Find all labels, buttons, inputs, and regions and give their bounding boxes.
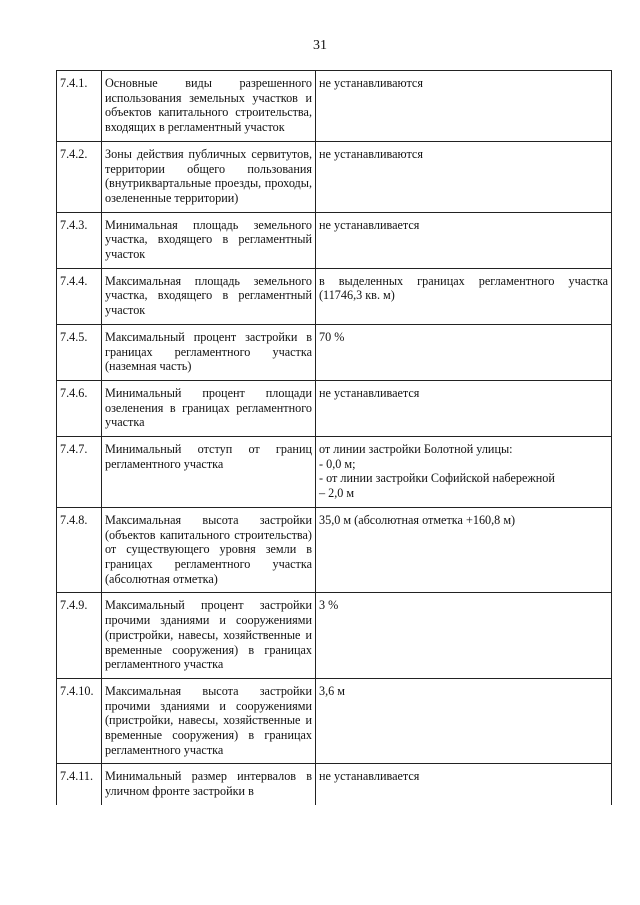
value-line: в выделенных границах регламентного участка (11746,3 кв. м) (319, 273, 608, 303)
table-row (57, 324, 612, 380)
item-number: 7.4.5. (57, 324, 102, 380)
item-number: 7.4.7. (57, 437, 102, 508)
item-number: 7.4.2. (57, 141, 102, 212)
parameter-value (316, 141, 612, 212)
parameter-name: Максимальная высота застройки (объектов капитального строительства) от существующего уровня земли в границах регламентного участка (абсолютная отметка) (102, 507, 316, 593)
parameter-value (316, 437, 612, 508)
parameter-value (316, 212, 612, 268)
item-number: 7.4.9. (57, 593, 102, 679)
table-row (57, 764, 612, 806)
table-row (57, 71, 612, 142)
item-number: 7.4.10. (57, 678, 102, 764)
table-row (57, 141, 612, 212)
parameter-value (316, 678, 612, 764)
item-number: 7.4.8. (57, 507, 102, 593)
item-number: 7.4.3. (57, 212, 102, 268)
parameter-name: Максимальный процент застройки прочими зданиями и сооружениями (пристройки, навесы, хозяйственные и временные сооружения) в границах регламентного участка (102, 593, 316, 679)
table-row (57, 212, 612, 268)
value-line: не устанавливаются (319, 146, 423, 161)
parameter-name: Минимальная площадь земельного участка, входящего в регламентный участок (102, 212, 316, 268)
parameter-name: Минимальный процент площади озеленения в границах регламентного участка (102, 380, 316, 436)
table-row (57, 507, 612, 593)
table-row (57, 437, 612, 508)
parameter-name: Максимальный процент застройки в границах регламентного участка (наземная часть) (102, 324, 316, 380)
value-line: 3,6 м (319, 683, 345, 698)
parameter-value (316, 71, 612, 142)
value-line: не устанавливается (319, 385, 420, 400)
regulation-table (56, 70, 612, 805)
parameter-name: Зоны действия публичных сервитутов, территории общего пользования (внутриквартальные проезды, проходы, озелененные территории) (102, 141, 316, 212)
table-row (57, 268, 612, 324)
item-number: 7.4.1. (57, 71, 102, 142)
item-number: 7.4.6. (57, 380, 102, 436)
value-line: - от линии застройки Софийской набережной (319, 471, 555, 486)
value-line: 70 % (319, 329, 345, 344)
parameter-value (316, 764, 612, 806)
table-row (57, 380, 612, 436)
table-row (57, 678, 612, 764)
value-line: от линии застройки Болотной улицы: (319, 442, 513, 457)
parameter-name: Минимальный отступ от границ регламентного участка (102, 437, 316, 508)
parameter-value (316, 380, 612, 436)
item-number: 7.4.11. (57, 764, 102, 806)
parameter-name: Максимальная высота застройки прочими зданиями и сооружениями (пристройки, навесы, хозяйственные и временные сооружения) в границах регламентного участка (102, 678, 316, 764)
parameter-value (316, 507, 612, 593)
value-line: не устанавливается (319, 769, 420, 784)
value-line: – 2,0 м (319, 486, 355, 501)
page-number: 31 (313, 38, 327, 53)
value-line: не устанавливаются (319, 76, 423, 90)
item-number: 7.4.4. (57, 268, 102, 324)
value-line: не устанавливается (319, 217, 420, 232)
value-line: 35,0 м (абсолютная отметка +160,8 м) (319, 512, 516, 527)
value-line: 3 % (319, 598, 339, 613)
parameter-name: Минимальный размер интервалов в уличном фронте застройки в (102, 764, 316, 806)
parameter-name: Основные виды разрешенного использования земельных участков и объектов капитального строительства, входящих в регламентный участок (102, 71, 316, 142)
parameter-value (316, 268, 612, 324)
parameter-value (316, 324, 612, 380)
value-line: - 0,0 м; (319, 456, 356, 471)
table-row (57, 593, 612, 679)
parameter-name: Максимальная площадь земельного участка, входящего в регламентный участок (102, 268, 316, 324)
parameter-value (316, 593, 612, 679)
